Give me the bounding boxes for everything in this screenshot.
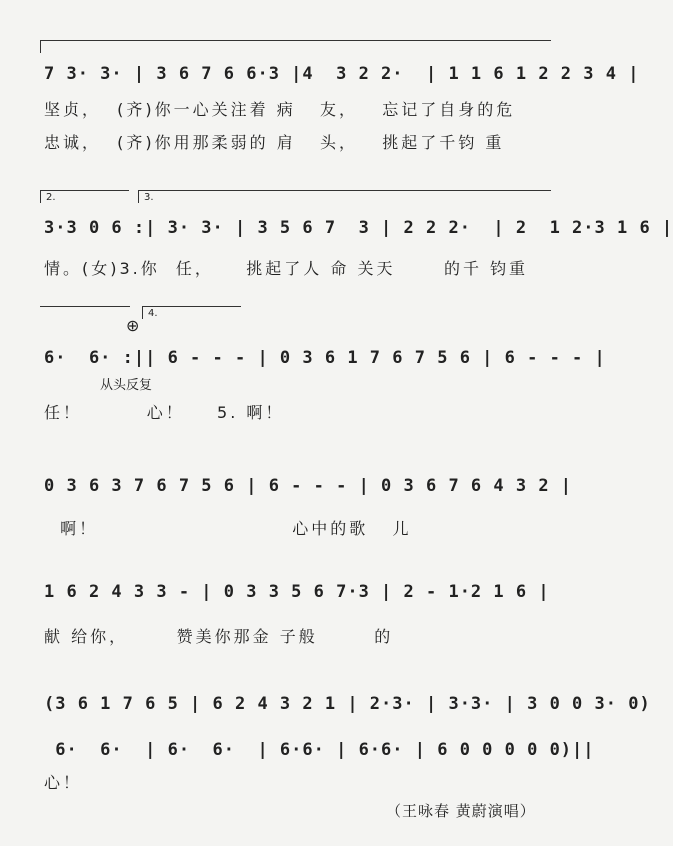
coda-sign-icon: ⊕ <box>126 316 140 335</box>
system4-lyric: 啊！ 心中的歌 儿 <box>44 519 412 538</box>
system5-lyric: 献 给你， 赞美你那金 子般 的 <box>44 627 394 646</box>
system3-lyric: 任！ 心！ 5. 啊！ <box>44 403 285 422</box>
system3-bracket <box>40 306 130 307</box>
volta-4-label: 4. <box>148 308 158 319</box>
system4-notes: 0 3 6 3 7 6 7 5 6 | 6 - - - | 0 3 6 7 6 4 3 2 | <box>44 476 573 496</box>
system1-lyric1: 坚贞， (齐)你一心关注着 病 友， 忘记了自身的危 <box>44 100 516 119</box>
volta-3-label: 3. <box>144 192 154 203</box>
volta-2-label: 2. <box>46 192 56 203</box>
system6-notes-lower: 6· 6· | 6· 6· | 6·6· | 6·6· | 6 0 0 0 0 0)|| <box>44 740 595 760</box>
performer-credit: （王咏春 黄蔚演唱） <box>386 802 536 820</box>
system2-lyric: 情。(女)3.你 任， 挑起了人 命 关天 的千 钧重 <box>44 259 529 278</box>
system2-notes: 3·3 0 6 :| 3· 3· | 3 5 6 7 3 | 2 2 2· | 2 1 2·3 1 6 | <box>44 218 673 238</box>
system5-notes: 1 6 2 4 3 3 - | 0 3 3 5 6 7·3 | 2 - 1·2 1 6 | <box>44 582 550 602</box>
system1-notes: 7 3· 3· | 3 6 7 6 6·3 |4 3 2 2· | 1 1 6 1 2 2 3 4 | <box>44 64 640 84</box>
system6-notes-upper: (3 6 1 7 6 5 | 6 2 4 3 2 1 | 2·3· | 3·3· | 3 0 0 3· 0) <box>44 694 651 714</box>
top-volta-bracket <box>40 40 551 53</box>
repeat-from-start-label: 从头反复 <box>100 378 153 393</box>
volta-3-bracket <box>138 190 551 203</box>
system6-lyric: 心！ <box>44 773 83 792</box>
system3-notes: 6· 6· :|| 6 - - - | 0 3 6 1 7 6 7 5 6 | 6 - - - | <box>44 348 606 368</box>
system1-lyric2: 忠诚， (齐)你用那柔弱的 肩 头， 挑起了千钧 重 <box>44 133 505 152</box>
